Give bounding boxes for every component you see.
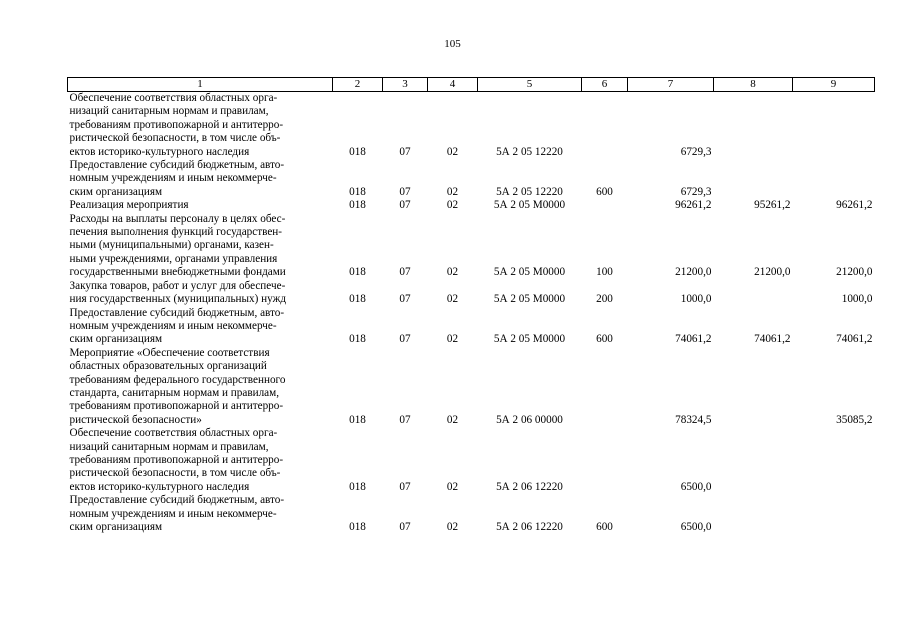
amount-col7-cell: 96261,2 — [675, 199, 712, 212]
row-description — [68, 199, 333, 212]
section-cell: 07 — [399, 480, 411, 493]
expense-type-cell: 600 — [596, 521, 613, 533]
expense-type-cell: 200 — [596, 293, 613, 306]
subsection-cell: 02 — [446, 333, 459, 346]
description-line: Закупка товаров, работ и услуг для обеспече- — [69, 279, 286, 292]
section-cell: 07 — [399, 199, 411, 212]
column-header-4: 4 — [428, 78, 478, 92]
budget-table — [67, 77, 875, 534]
code-admin-cell: 018 — [349, 293, 366, 306]
description-line: номным учреждениям и иным некоммерче- — [69, 172, 277, 185]
description-line: ектов историко-культурного наследия — [69, 480, 250, 493]
code-admin-cell: 018 — [349, 199, 366, 212]
description-line: ристической безопасности, в том числе объ- — [69, 132, 281, 145]
amount-col8-cell — [714, 427, 793, 494]
subsection-cell: 02 — [446, 266, 459, 279]
column-header-2: 2 — [333, 78, 383, 92]
description-line: ными (муниципальными) органами, казен- — [69, 239, 274, 252]
description-line: низаций санитарным нормам и правилам, — [69, 105, 269, 118]
description-line: Обеспечение соответствия областных орга- — [69, 92, 278, 104]
row-description — [68, 427, 333, 494]
subsection-cell: 02 — [446, 293, 459, 306]
code-admin-cell: 018 — [349, 333, 366, 346]
target-article-cell: 5А 2 05 М0000 — [493, 333, 566, 346]
table-row — [68, 199, 875, 212]
table-row — [68, 494, 875, 534]
section-cell: 07 — [399, 293, 411, 306]
amount-col8-cell: 95261,2 — [754, 199, 791, 212]
table-row — [68, 427, 875, 494]
target-article-cell: 5А 2 06 12220 — [496, 480, 563, 493]
code-admin-cell: 018 — [349, 413, 366, 426]
expense-type-cell — [582, 347, 628, 427]
section-cell: 07 — [399, 185, 411, 198]
section-cell: 07 — [399, 333, 411, 346]
description-line: ским организациям — [69, 333, 163, 346]
code-admin-cell: 018 — [349, 480, 366, 493]
amount-col8-cell — [714, 347, 793, 427]
description-line: требованиям федерального государственного — [69, 373, 286, 386]
expense-type-cell — [582, 427, 628, 494]
description-line: Предоставление субсидий бюджетным, авто- — [69, 159, 285, 172]
description-line: Расходы на выплаты персоналу в целях обес- — [69, 212, 286, 225]
code-admin-cell: 018 — [349, 521, 366, 533]
target-article-cell: 5А 2 05 М0000 — [493, 199, 566, 212]
description-line: номным учреждениям и иным некоммерче- — [69, 507, 277, 520]
description-line: ским организациям — [69, 521, 163, 533]
description-line: Мероприятие «Обеспечение соответствия — [69, 346, 270, 359]
description-line: ектов историко-культурного наследия — [69, 145, 250, 158]
subsection-cell: 02 — [446, 521, 459, 533]
description-line: требованиям противопожарной и антитерро- — [69, 400, 284, 413]
target-article-cell: 5А 2 06 00000 — [496, 413, 563, 426]
table-row — [68, 347, 875, 427]
table-row — [68, 92, 875, 160]
amount-col7-cell: 6500,0 — [680, 480, 712, 493]
column-header-7: 7 — [628, 78, 714, 92]
column-header-9: 9 — [793, 78, 875, 92]
amount-col7-cell: 21200,0 — [675, 266, 712, 279]
table-body — [68, 92, 875, 535]
expense-type-cell: 600 — [596, 333, 613, 346]
column-header-5: 5 — [478, 78, 582, 92]
amount-col9-cell — [793, 159, 875, 199]
code-admin-cell: 018 — [349, 266, 366, 279]
column-header-8: 8 — [714, 78, 793, 92]
description-line: стандарта, санитарным нормам и правилам, — [69, 386, 280, 399]
section-cell: 07 — [399, 413, 411, 426]
description-line: ния государственных (муниципальных) нужд — [69, 293, 287, 306]
description-line: ским организациям — [69, 185, 163, 198]
target-article-cell: 5А 2 05 12220 — [496, 145, 563, 158]
amount-col8-cell — [714, 92, 793, 160]
header-row — [68, 78, 875, 92]
table-row — [68, 213, 875, 280]
description-line: Реализация мероприятия — [69, 199, 189, 212]
description-line: Обеспечение соответствия областных орга- — [69, 427, 278, 440]
amount-col9-cell: 96261,2 — [836, 199, 873, 212]
amount-col7-cell: 6500,0 — [680, 521, 712, 533]
amount-col8-cell — [714, 159, 793, 199]
table-row — [68, 307, 875, 347]
row-description — [68, 307, 333, 347]
column-header-3: 3 — [383, 78, 428, 92]
row-description — [68, 92, 333, 160]
description-line: требованиям противопожарной и антитерро- — [69, 453, 284, 466]
table-row — [68, 280, 875, 307]
row-description — [68, 347, 333, 427]
amount-col7-cell: 74061,2 — [675, 333, 712, 346]
expense-type-cell — [582, 92, 628, 160]
subsection-cell: 02 — [446, 199, 459, 212]
row-description — [68, 280, 333, 307]
target-article-cell: 5А 2 05 М0000 — [493, 266, 566, 279]
subsection-cell: 02 — [446, 480, 459, 493]
amount-col9-cell: 74061,2 — [836, 333, 873, 346]
description-line: областных образовательных организаций — [69, 360, 267, 373]
table-row — [68, 159, 875, 199]
description-line: требованиям противопожарной и антитерро- — [69, 118, 284, 131]
amount-col9-cell: 21200,0 — [836, 266, 873, 279]
subsection-cell: 02 — [446, 145, 459, 158]
page-number: 105 — [444, 38, 461, 50]
description-line: государственными внебюджетными фондами — [69, 266, 286, 279]
description-line: Предоставление субсидий бюджетным, авто- — [69, 306, 285, 319]
amount-col9-cell — [793, 494, 875, 534]
code-admin-cell: 018 — [349, 145, 366, 158]
amount-col9-cell — [793, 92, 875, 160]
subsection-cell: 02 — [446, 185, 459, 198]
amount-col8-cell — [714, 280, 793, 307]
row-description — [68, 213, 333, 280]
section-cell: 07 — [399, 521, 411, 533]
amount-col8-cell: 21200,0 — [754, 266, 791, 279]
expense-type-cell: 100 — [596, 266, 613, 279]
description-line: ристической безопасности, в том числе объ- — [69, 467, 281, 480]
description-line: низаций санитарным нормам и правилам, — [69, 440, 269, 453]
target-article-cell: 5А 2 06 12220 — [496, 521, 563, 533]
description-line: ными учреждениями, органами управления — [69, 252, 278, 265]
amount-col7-cell: 78324,5 — [675, 413, 712, 426]
target-article-cell: 5А 2 05 12220 — [496, 185, 563, 198]
section-cell: 07 — [399, 266, 411, 279]
amount-col9-cell: 35085,2 — [836, 413, 873, 426]
amount-col9-cell — [793, 427, 875, 494]
section-cell: 07 — [399, 145, 411, 158]
amount-col7-cell: 6729,3 — [680, 145, 712, 158]
column-header-6: 6 — [582, 78, 628, 92]
amount-col8-cell — [714, 494, 793, 534]
subsection-cell: 02 — [446, 413, 459, 426]
amount-col7-cell: 1000,0 — [680, 293, 712, 306]
amount-col7-cell: 6729,3 — [680, 185, 712, 198]
expense-type-cell — [582, 199, 628, 212]
column-header-1: 1 — [68, 78, 333, 92]
target-article-cell: 5А 2 05 М0000 — [493, 293, 566, 306]
amount-col8-cell: 74061,2 — [754, 333, 791, 346]
expense-type-cell: 600 — [596, 185, 613, 198]
description-line: номным учреждениям и иным некоммерче- — [69, 319, 277, 332]
amount-col9-cell: 1000,0 — [841, 293, 873, 306]
description-line: печения выполнения функций государствен- — [69, 226, 283, 239]
row-description — [68, 159, 333, 199]
description-line: Предоставление субсидий бюджетным, авто- — [69, 494, 285, 507]
code-admin-cell: 018 — [349, 185, 366, 198]
description-line: ристической безопасности» — [69, 413, 202, 426]
row-description — [68, 494, 333, 534]
